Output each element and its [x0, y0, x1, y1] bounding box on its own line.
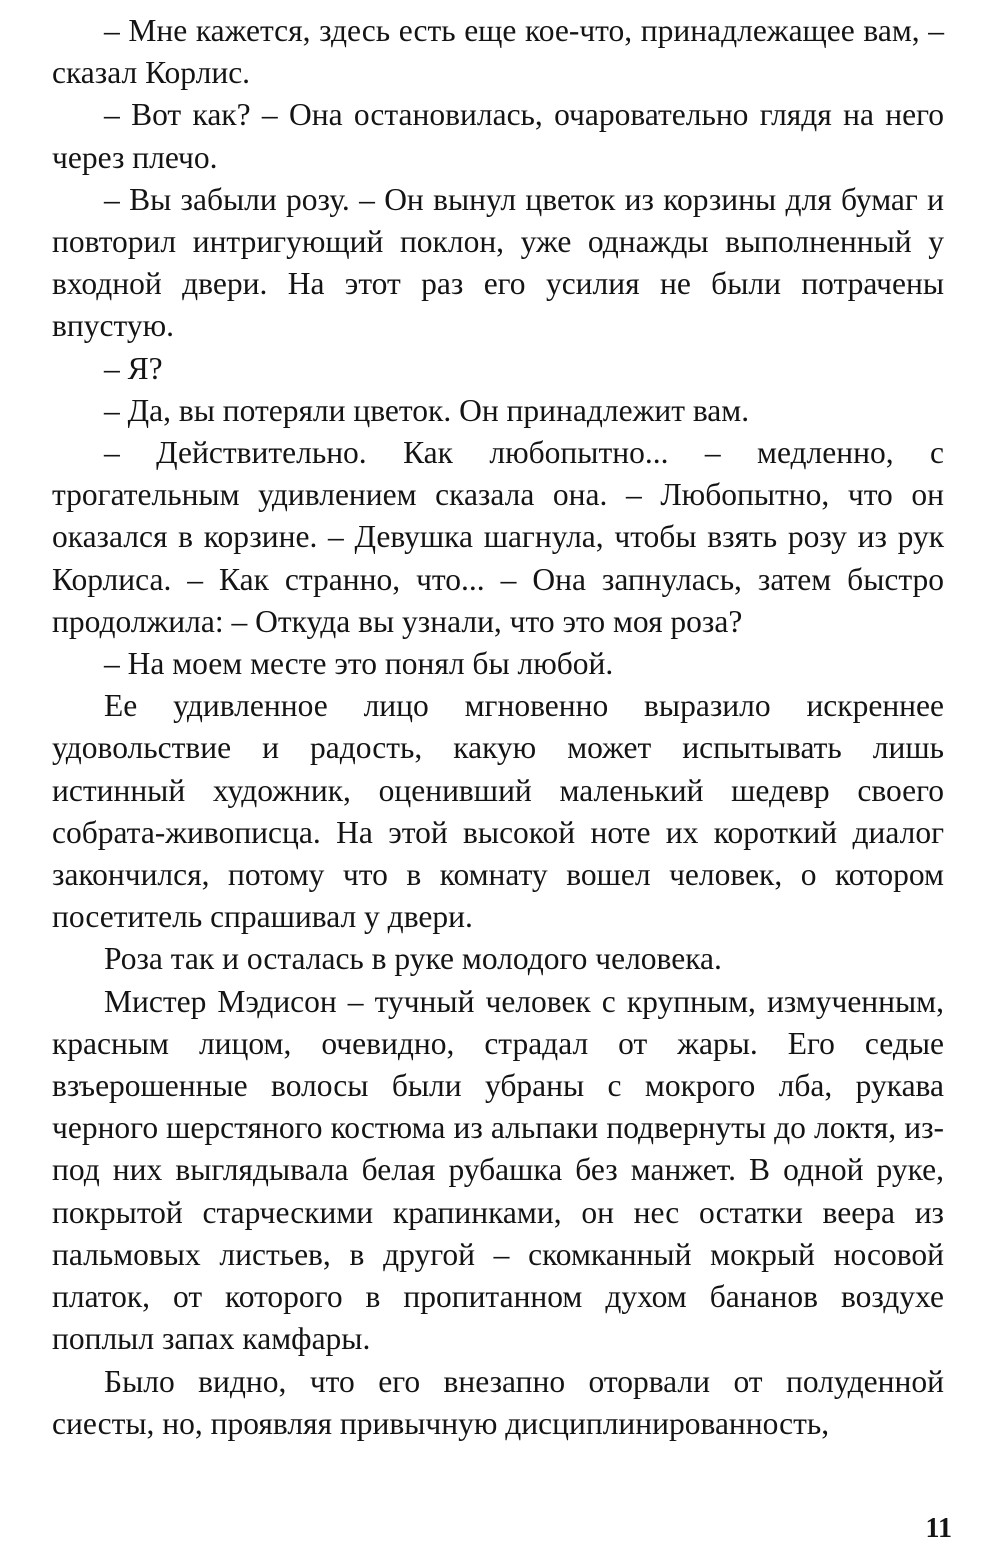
paragraph-7: – На моем месте это понял бы любой.	[104, 646, 614, 682]
book-page-text	[52, 10, 944, 1445]
paragraph-11: Было видно, что его внезапно оторвали от полуденной сиесты, но, проявляя привычную дисциплинированность,	[52, 1363, 944, 1441]
paragraph-2: – Вот как? – Она остановилась, очаровательно глядя на него через плечо.	[52, 97, 944, 175]
paragraph-5: – Да, вы потеряли цветок. Он принадлежит вам.	[104, 392, 750, 428]
page-number: 11	[925, 1513, 952, 1544]
paragraph-3: – Вы забыли розу. – Он вынул цветок из корзины для бумаг и повторил интригующий поклон, уже однажды выполненный у входной двери. На этот раз его усилия не были потрачены впустую.	[52, 181, 944, 344]
paragraph-10: Мистер Мэдисон – тучный человек с крупным, измученным, красным лицом, очевидно, страдал от жары. Его седые взъерошенные волосы были убраны с мокрого лба, рукава черного шерстяного костюма из альпаки подвернуты до локтя, из-под них выглядывала белая рубашка без манжет. В одной руке, покрытой старческими крапинками, он нес остатки веера из пальмовых листьев, в другой – скомканный мокрый носовой платок, от которого в пропитанном духом бананов воздухе поплыл запах камфары.	[52, 983, 944, 1357]
paragraph-1: – Мне кажется, здесь есть еще кое-что, принадлежащее вам, – сказал Корлис.	[52, 13, 944, 91]
paragraph-6: – Действительно. Как любопытно... – медленно, с трогательным удивлением сказала она. – Любопытно, что он оказался в корзине. – Девушка шагнула, чтобы взять розу из рук Корлиса. – Как странно, что... – Она запнулась, затем быстро продолжила: – Откуда вы узнали, что это моя роза?	[52, 435, 944, 639]
paragraph-8: Ее удивленное лицо мгновенно выразило искреннее удовольствие и радость, какую может испытывать лишь истинный художник, оценивший маленький шедевр своего собрата-живописца. На этой высокой ноте их короткий диалог закончился, потому что в комнату вошел человек, о котором посетитель спрашивал у двери.	[52, 688, 944, 935]
paragraph-9: Роза так и осталась в руке молодого человека.	[104, 941, 722, 977]
paragraph-4: – Я?	[104, 350, 163, 386]
